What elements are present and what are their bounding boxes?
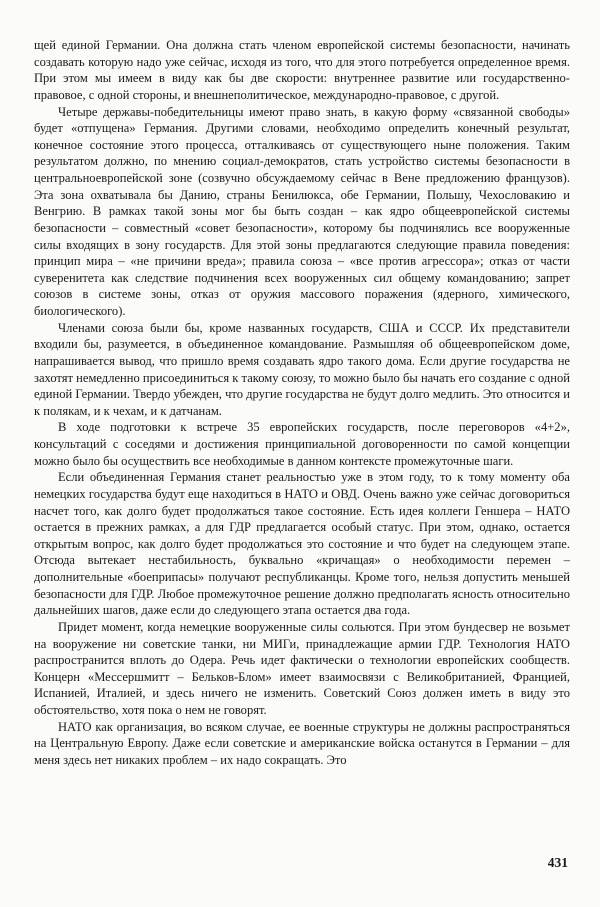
page-number: 431 xyxy=(547,855,568,870)
paragraph: Если объединенная Германия станет реальностью уже в этом году, то к тому моменту оба немецких государства будут еще находиться в НАТО и ОВД. Очень важно уже сейчас договориться насчет того, как долго будет продолжаться такое состояние. Есть идея коллеги Геншера – НАТО остается в прежних рамках, а для ГДР предлагается особый статус. При этом, однако, остается открытым вопрос, как долго будет продолжаться это состояние и что будет на следующем этапе. Отсюда вытекает нестабильность, буквально «кричащая» о необходимости перемен – дополнительные «боеприпасы» получают республиканцы. Кроме того, нельзя допустить меньшей безопасности для ГДР. Любое промежуточное решение должно предполагать ясность относительно дальнейших шагов, даже если до следующего этапа остается два года. xyxy=(34,470,570,618)
paragraph: Четыре державы-победительницы имеют право знать, в какую форму «связанной свободы» будет «отпущена» Германия. Другими словами, необходимо определить конечный результат, конечное состояние этого процесса, отталкиваясь от существующего ныне положения. Таким результатом должно, по мнению социал-демократов, стать устройство системы безопасности в центральноевропейской зоне (созвучно обсуждаемому сейчас в Вене предложению французов). Эта зона охватывала бы Данию, страны Бенилюкса, обе Германии, Польшу, Чехословакию и Венгрию. В рамках такой зоны мог бы быть создан – как ядро общеевропейской системы безопасности – совместный «совет безопасности», которому бы подчинялись все вооруженные силы входящих в зону государств. Для этой зоны предлагаются следующие правила поведения: принцип мира – «не причини вреда»; правила союза – «все против агрессора»; отказ от части суверенитета как следствие подчинения всех вооруженных сил общему командованию; запрет союзов в системе зоны, отказ от оружия массового поражения (ядерного, химического, биологического). xyxy=(34,104,570,318)
paragraph: В ходе подготовки к встрече 35 европейских государств, после переговоров «4+2», консультаций с соседями и достижения принципиальной договоренности по самой концепции можно было бы осуществить все необходимые в данном контексте промежуточные шаги. xyxy=(34,420,570,468)
paragraph: НАТО как организация, во всяком случае, ее военные структуры не должны распространяться на Центральную Европу. Даже если советские и американские войска останутся в Германии – для меня здесь нет никаких проблем – их надо сокращать. Это xyxy=(34,719,570,767)
paragraph-continuation: щей единой Германии. Она должна стать членом европейской системы безопасности, начинать создавать которую надо уже сейчас, исходя из того, что для этого потребуется определенное время. При этом мы имеем в виду как бы две скорости: внутреннее развитие или государственно-правовое, с одной стороны, и внешнеполитическое, международно-правовое, с другой. xyxy=(34,38,570,102)
paragraph: Членами союза были бы, кроме названных государств, США и СССР. Их представители входили бы, разумеется, в объединенное командование. Размышляя об общеевропейском доме, напрашивается вывод, что пришло время создавать ядро такого дома. Если другие государства не захотят немедленно присоединиться к такому союзу, то можно было бы начать его создание с одной единой Германии. Твердо убежден, что другие государства не будут долго медлить. Это относится и к полякам, и к чехам, и к датчанам. xyxy=(34,320,570,418)
body-text xyxy=(34,37,570,769)
paragraph: Придет момент, когда немецкие вооруженные силы сольются. При этом бундесвер не возьмет на вооружение ни советские танки, ни МИГи, принадлежащие армии ГДР. Технология НАТО распространится вплоть до Одера. Речь идет фактически о технологии европейских сообществ. Концерн «Мессершмитт – Бельков-Блом» имеет взаимосвязи с Великобританией, Францией, Испанией, Италией, и здесь ничего не изменить. Советский Союз должен иметь в виду это обстоятельство, хотя пока о нем не говорят. xyxy=(34,619,570,717)
